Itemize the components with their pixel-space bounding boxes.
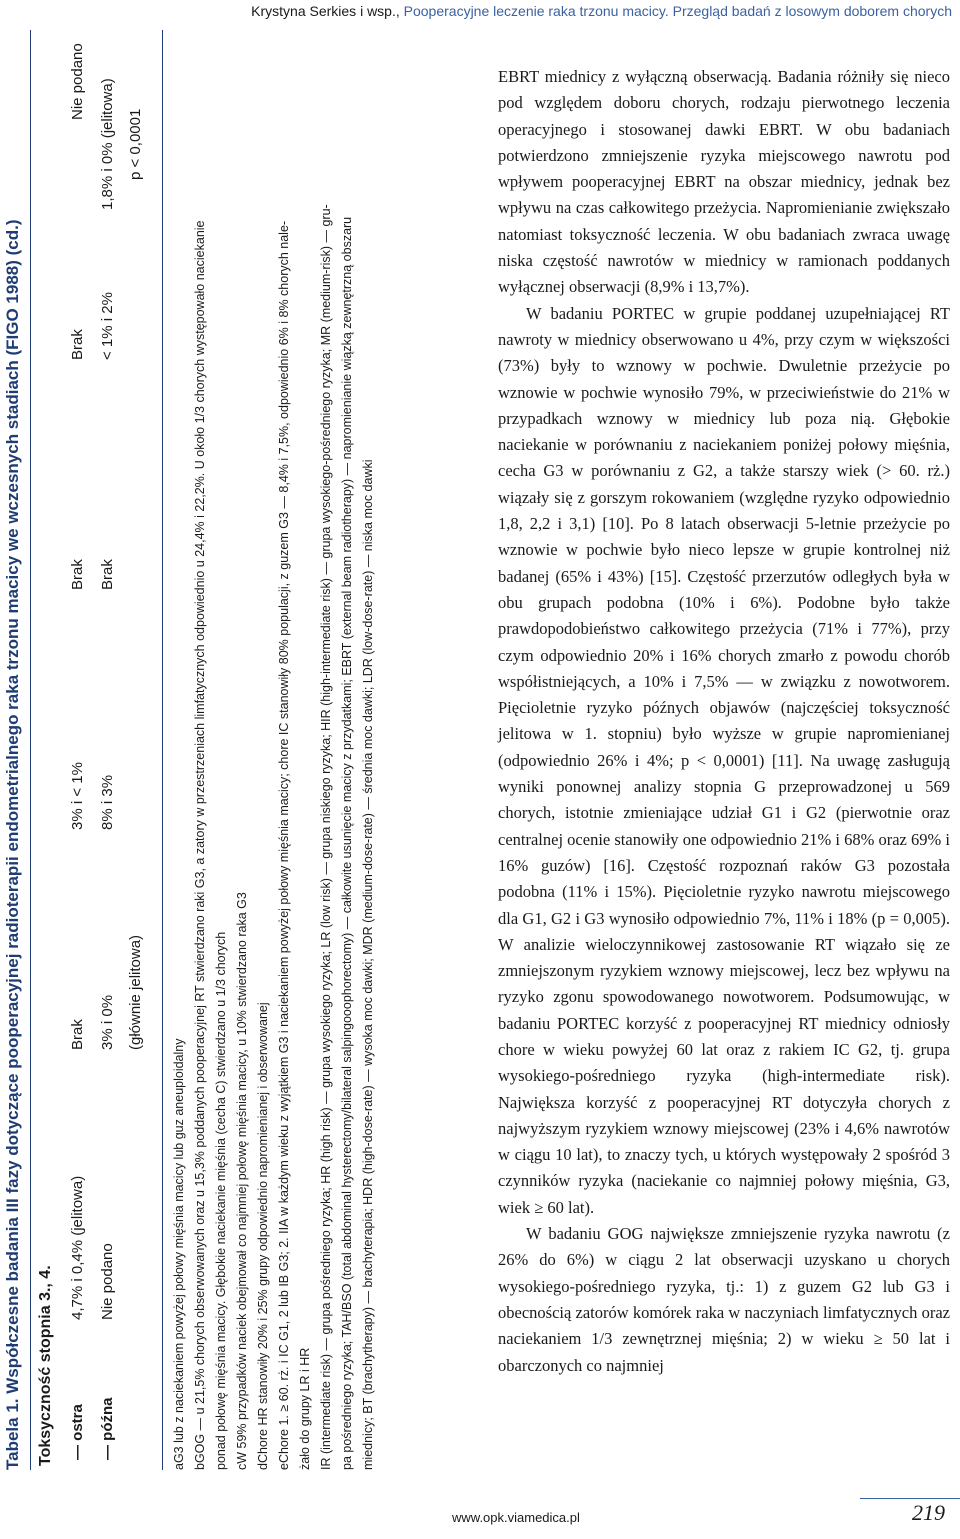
footnote: ponad połowę mięśnia macicy. Głębokie naciekanie mięśnia (cecha C) stwierdzano u 1/3 chorych xyxy=(214,931,228,1470)
table-cell: Nie podano xyxy=(69,43,86,120)
table-title: Tabela 1. Współczesne badania III fazy dotyczące pooperacyjnej radioterapii endometrialnego raka trzonu macicy we wczesnych stadiach (FIGO 1988) (cd.) xyxy=(3,219,22,1470)
running-head-title: Pooperacyjne leczenie raka trzonu macicy. Przegląd badań z losowym doborem chorych xyxy=(403,3,952,19)
row-label: — późna xyxy=(99,1397,116,1460)
table-cell: 1,8% i 0% (jelitowa) xyxy=(99,78,116,210)
table-row xyxy=(64,30,92,1470)
footnote: bGOG — u 21,5% chorych obserwowanych oraz u 15,3% poddanych pooperacyjnej RT stwierdzano raki G3, a zatory w przestrzeniach limfatycznych odpowiednio u 24,4% i 22,2%. U około 1/3 chorych występowało naciekanie xyxy=(193,220,207,1470)
footer-url[interactable]: www.opk.viamedica.pl xyxy=(452,1510,580,1525)
table-rotated-wrapper xyxy=(0,30,480,1470)
footnote: żało do grupy LR i HR xyxy=(298,1347,312,1470)
table-cell: Brak xyxy=(69,559,86,590)
table-cell: 3% i < 1% xyxy=(69,762,86,830)
table-cell: 3% i 0% xyxy=(99,994,116,1050)
row-label: — ostra xyxy=(69,1404,86,1460)
footnote: pa pośredniego ryzyka; TAH/BSO (total abdominal hysterectomy/bilateral salpingooophorectomy) — całkowite usunięcie macicy z przydatkami; EBRT (external beam radiotherapy) — napromienianie wiązką zewnętrzną obszaru xyxy=(340,216,354,1470)
table-cell: Nie podano xyxy=(99,1243,116,1320)
table-section-heading: Toksyczność stopnia 3., 4. xyxy=(30,30,60,1470)
footer-rule xyxy=(860,1498,960,1499)
body-text-column xyxy=(498,64,950,1379)
running-head-authors: Krystyna Serkies i wsp., xyxy=(251,3,400,19)
table-cell: 8% i 3% xyxy=(99,774,116,830)
footnote: miednicy; BT (brachytherapy) — brachyterapia; HDR (high-dose-rate) — wysoka moc dawki; MDR (medium-dose-rate) — średnia moc dawki; LDR (low-dose-rate) — niska moc dawki xyxy=(361,459,375,1470)
body-paragraph: EBRT miednicy z wyłączną obserwacją. Badania różniły się nieco pod względem doboru chorych, rodzaju pierwotnego leczenia operacyjnego i stosowanej dawki EBRT. W obu badaniach potwierdzono zmniejszenie ryzyka miejscowego nawrotu pod wpływem pooperacyjnej EBRT na obszar miednicy, jednak bez wpływu na czas całkowitego przeżycia. Napromienianie zwiększało natomiast toksyczność leczenia. W obu badaniach zwraca uwagę niska częstość nawrotów w miednicy w ramionach poddanych wyłącznej obserwacji (8,9% i 13,7%). xyxy=(498,67,950,297)
table-cell: 4,7% i 0,4% (jelitowa) xyxy=(69,1175,86,1320)
table-cell: < 1% i 2% xyxy=(99,292,116,360)
body-paragraph: W badaniu PORTEC w grupie poddanej uzupełniającej RT nawroty w miednicy obserwowano u 4%, przy czym w większości (73%) były to wznowy w pochwie. Dwuletnie przeżycie po wznowie w pochwie wynosiło 79%, w przeciwieństwie do 21% w przypadkach wznowy w miednicy lub poza nią. Głębokie naciekanie w porównaniu z naciekaniem poniżej połowy mięśnia, cecha G3 w porównaniu z G2, a także starszy wiek (> 60. rż.) wiązały się z gorszym rokowaniem (względne ryzyko odpowiednio 1,8, 2,2 i 3,1) [10]. Po 8 latach obserwacji 5-letnie przeżycie po wznowie w pochwie było nieco lepsze w grupie kontrolnej niż badanej (65% i 43%) [15]. Częstość przerzutów odległych była w obu grupach podobna (10% i 6%). Podobne było także prawdopodobieństwo całkowitego przeżycia (71% i 77%), przy czym odpowiednio 20% i 16% chorych zmarło z powodu chorób współistniejących, a 10% i 7,5% — w związku z nowotworem. Pięcioletnie ryzyko późnych objawów (najczęściej toksyczność jelitowa w 1. stopniu) było wyższe w grupie napromienianej (odpowiednio 26% i 4%; p < 0,0001) [11]. Na uwagę zasługują wyniki ponownej analizy stopnia G przeprowadzonej u 569 chorych, istotnie zmieniające udział G1 i G2 (pierwotnie oraz centralnej ocenie stanowiły one odpowiednio 21% i 68% oraz 69% i 16% guzów) [16]. Częstość rozpoznań raków G3 pozostała podobna (11% i 15%). Pięcioletnie ryzyko nawrotu miejscowego dla G1, G2 i G3 wynosiło odpowiednio 7%, 11% i 18% (p = 0,005). W analizie wieloczynnikowej zastosowanie RT wiązało się ze zmniejszonym ryzykiem wznowy miejscowej, lecz bez wpływu na ryzyko zgonu spowodowanego nowotworem. Podsumowując, w badaniu PORTEC korzyść z pooperacyjnej RT miednicy odniosły chore w wieku powyżej 60 lat oraz z rakiem IC G2, tj. grupa wysokiego-pośredniego ryzyka (high-intermediate risk). Największa korzyść z pooperacyjnej RT dotyczyła chorych z najwyższym ryzykiem wznowy miejscowej (23% i 4,6% nawrotów w ciągu 10 lat), to znaczy tych, u których występowały 2 spośród 3 czynników ryzyka (naciekanie co najmniej połowy mięśnia, G3, wiek ≥ 60 lat). xyxy=(498,303,950,1217)
footnote: IR (intermediate risk) — grupa pośredniego ryzyka; HR (high risk) — grupa wysokiego ryzyka; LR (low risk) — grupa niskiego ryzyka; HIR (high-intermediate risk) — grupa wysokiego-pośredniego ryzyka; MR (medium-risk) — gru- xyxy=(319,204,333,1470)
footnote: eChore 1. ≥ 60. rż. i IC G1, 2 lub IB G3; 2. IIA w każdym wieku z wyjątkiem G3 i naciekaniem powyżej połowy mięśnia macicy; chore IC stanowiły 80% populacji, z guzem G3 — 8,4% i 7,5%, odpowiednio 6% i 8% chorych nale- xyxy=(277,220,291,1470)
table-cell: Brak xyxy=(69,1019,86,1050)
body-paragraph: W badaniu GOG największe zmniejszenie ryzyka nawrotu (z 26% do 6%) w ciągu 2 lat obserwacji uzyskano u chorych wysokiego-pośredniego ryzyka, tj.: 1) z guzem G2 lub G3 i obecnością zatorów komórek raka w naczyniach limfatycznych oraz naciekaniem 1/3 zewnętrznej mięśnia; 2) w wieku ≥ 50 lat i obarczonych co najmniej xyxy=(498,1224,950,1375)
table-cell: Brak xyxy=(99,559,116,590)
table-cell: p < 0,0001 xyxy=(127,108,144,180)
running-head xyxy=(232,2,952,20)
table-panel xyxy=(0,30,480,1470)
page-number: 219 xyxy=(912,1500,945,1525)
table-cell: Brak xyxy=(69,329,86,360)
footnote: cW 59% przypadków naciek obejmował co najmniej połowę mięśnia macicy, u 10% stwierdzano raka G3 xyxy=(235,892,249,1470)
footnote: dChore HR stanowiły 20% i 25% grupy odpowiednio napromienianej i obserwowanej xyxy=(256,1002,270,1470)
table-cell: (głównie jelitowa) xyxy=(127,934,144,1050)
table-row xyxy=(94,30,122,1470)
table-footnotes xyxy=(162,30,480,1470)
footnote: aG3 lub z naciekaniem powyżej połowy mięśnia macicy lub guz aneuploidalny xyxy=(172,1038,186,1470)
table-row xyxy=(122,30,150,1470)
